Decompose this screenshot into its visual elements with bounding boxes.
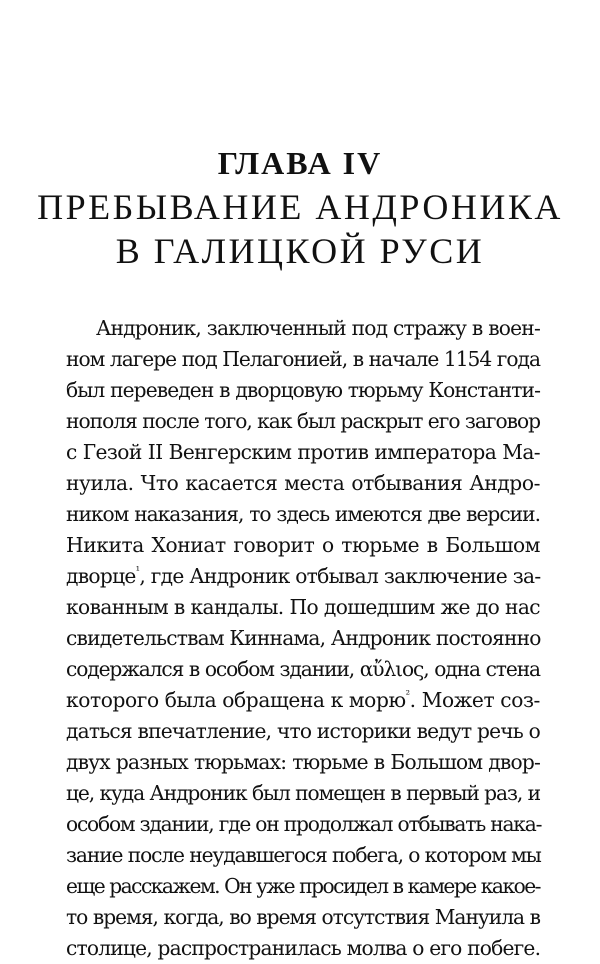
footnote-ref-1: ¹: [135, 564, 140, 577]
text-line: ном лагере под Пелагонией, в начале 1154 года: [66, 347, 540, 371]
text-line: кованным в кандалы. По дошедшим же до нас: [66, 595, 540, 619]
text-line: нополя после того, как был раскрыт его заговор: [66, 409, 541, 433]
text-fragment: , где Андроник отбывал заключение за-: [139, 564, 541, 588]
text-line: ником наказания, то здесь имеются две версии.: [66, 502, 540, 526]
text-line: [66, 561, 540, 592]
text-line: [66, 685, 540, 716]
text-line: свидетельствам Киннама, Андроник постоянно: [66, 626, 541, 650]
text-fragment: которого была обращена к морю: [66, 688, 406, 712]
chapter-title: [0, 185, 600, 273]
text-line: Никита Хониат говорит о тюрьме в Большом: [66, 533, 540, 557]
chapter-title-line: В ГАЛИЦКОЙ РУСИ: [115, 231, 485, 271]
text-line: столице, распространилась молва о его побеге.: [66, 936, 541, 960]
text-line: це, куда Андроник был помещен в первый раз, и: [66, 781, 540, 805]
body-paragraph: [66, 313, 540, 964]
text-line: содержался в особом здании, αὔλιος, одна стена: [66, 657, 540, 681]
footnote-ref-2: ²: [405, 688, 410, 701]
chapter-number: ГЛАВА IV: [217, 145, 383, 181]
text-line: зание после неудавшегося побега, о котором мы: [66, 843, 541, 867]
text-line: то время, когда, во время отсутствия Мануила в: [66, 905, 540, 929]
text-fragment: дворце: [66, 564, 136, 588]
text-line: двух разных тюрьмах: тюрьме в Большом двор-: [66, 750, 540, 774]
text-fragment: . Может соз-: [409, 688, 540, 712]
text-line: был переведен в дворцовую тюрьму Константи-: [66, 378, 540, 402]
text-line: с Гезой II Венгерским против императора Ма-: [66, 440, 540, 464]
text-line: особом здании, где он продолжал отбывать нака-: [66, 812, 542, 836]
text-line: еще расскажем. Он уже просидел в камере какое-: [66, 874, 540, 898]
text-line: нуила. Что касается места отбывания Андро-: [66, 471, 540, 495]
text-line: даться впечатление, что историки ведут речь о: [66, 719, 540, 743]
chapter-title-line: ПРЕБЫВАНИЕ АНДРОНИКА: [37, 187, 563, 227]
text-line: Андроник, заключенный под стражу в воен-: [96, 316, 540, 340]
